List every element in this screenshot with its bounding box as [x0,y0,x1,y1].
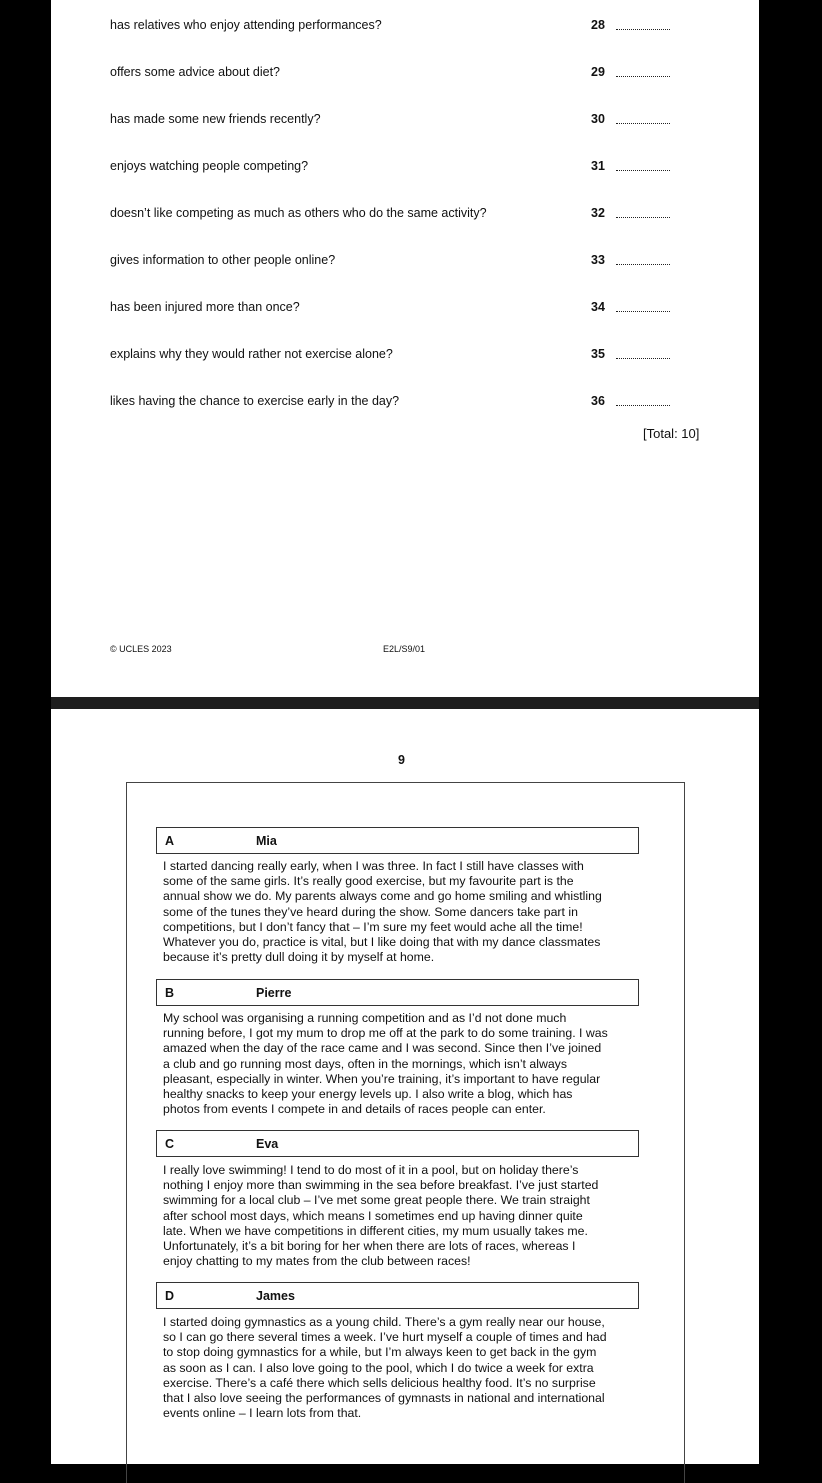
text-header [156,827,639,854]
person-name: James [256,1289,295,1303]
question-number: 34 [591,300,605,314]
question-text: gives information to other people online? [110,253,336,267]
question-row [110,253,720,273]
person-name: Eva [256,1137,279,1151]
text-line: amazed when the day of the race came and I was second. Since then I’ve joined [163,1041,602,1056]
paper-code: E2L/S9/01 [383,644,426,654]
text-line: competitions, but I don’t fancy that – I’m sure my feet would ache all the time! [163,919,583,934]
question-row [110,206,720,226]
page-number: 9 [398,753,405,767]
question-row [110,65,720,85]
text-header [156,979,639,1006]
text-letter: A [165,834,175,848]
question-row [110,300,720,320]
person-name: Mia [256,834,277,848]
text-line: annual show we do. My parents always come and go home smiling and whistling [163,889,602,904]
text-body [163,859,641,965]
question-text: has made some new friends recently? [110,112,321,126]
answer-blank[interactable] [616,217,670,218]
text-line: pleasant, especially in winter. When you’re training, it’s important to have regular [163,1071,601,1086]
question-text: has been injured more than once? [110,300,300,314]
question-number: 33 [591,253,605,267]
question-number: 30 [591,112,605,126]
text-line: My school was organising a running competition and as I’d not done much [163,1011,567,1025]
text-line: I started dancing really early, when I was three. In fact I still have classes with [163,859,584,873]
text-line: swimming for a local club – I’ve met some great people there. We train straight [163,1193,590,1208]
question-text: likes having the chance to exercise early in the day? [110,394,400,408]
question-text: explains why they would rather not exercise alone? [110,347,393,361]
question-row [110,347,720,367]
text-line: to stop doing gymnastics for a while, but I’m always keen to get back in the gym [163,1345,597,1360]
text-line: because it’s pretty dull doing it by myself at home. [163,950,435,965]
question-number: 31 [591,159,605,173]
text-line: nothing I enjoy more than swimming in the sea before breakfast. I’ve just started [163,1178,599,1193]
text-header [156,1130,639,1157]
exam-page-9 [51,709,759,1464]
question-row [110,112,720,132]
page-divider [51,697,759,709]
text-line: healthy snacks to keep your energy levels up. I also write a blog, which has [163,1087,573,1102]
question-text: offers some advice about diet? [110,65,281,79]
question-number: 35 [591,347,605,361]
question-text: has relatives who enjoy attending performances? [110,18,382,32]
answer-blank[interactable] [616,264,670,265]
text-line: so I can go there several times a week. I’ve hurt myself a couple of times and had [163,1330,607,1345]
question-row [110,18,720,38]
text-letter: D [165,1289,175,1303]
text-header [156,1282,639,1309]
question-row [110,159,720,179]
text-line: that I also love seeing the performances of gymnasts in national and international [163,1391,605,1406]
text-letter: C [165,1137,175,1151]
text-line: I really love swimming! I tend to do most of it in a pool, but on holiday there’s [163,1163,579,1177]
exam-page-8 [51,0,759,697]
answer-blank[interactable] [616,123,670,124]
answer-blank[interactable] [616,311,670,312]
text-line: exercise. There’s a café there which sells delicious healthy food. It’s no surprise [163,1375,596,1390]
text-line: after school most days, which means I sometimes end up having dinner quite [163,1208,583,1223]
text-body [163,1315,641,1421]
total-marks: [Total: 10] [643,426,700,441]
text-line: running before, I got my mum to drop me off at the park to do some training. I was [163,1026,608,1041]
question-text: doesn’t like competing as much as others who do the same activity? [110,206,487,220]
answer-blank[interactable] [616,170,670,171]
answer-blank[interactable] [616,405,670,406]
text-line: enjoy chatting to my mates from the club between races! [163,1254,471,1269]
question-row [110,394,720,414]
question-text: enjoys watching people competing? [110,159,309,173]
text-line: as soon as I can. I also love going to the pool, which I do twice a week for extra [163,1360,594,1375]
question-number: 28 [591,18,605,32]
text-body [163,1163,641,1269]
text-body [163,1011,641,1117]
text-line: a club and go running most days, often in the mornings, which isn’t always [163,1056,567,1071]
text-line: events online – I learn lots from that. [163,1406,362,1421]
question-number: 36 [591,394,605,408]
question-number: 29 [591,65,605,79]
text-letter: B [165,986,175,1000]
answer-blank[interactable] [616,76,670,77]
question-number: 32 [591,206,605,220]
copyright-notice: © UCLES 2023 [110,644,172,654]
person-name: Pierre [256,986,292,1000]
text-line: photos from events I compete in and details of races people can enter. [163,1102,546,1117]
text-line: some of the tunes they’ve heard during the show. Some dancers take part in [163,904,578,919]
text-line: some of the same girls. It’s really good exercise, but my favourite part is the [163,874,574,889]
text-line: Unfortunately, it’s a bit boring for her when there are lots of races, whereas I [163,1239,576,1254]
answer-blank[interactable] [616,358,670,359]
answer-blank[interactable] [616,29,670,30]
text-line: I started doing gymnastics as a young child. There’s a gym really near our house, [163,1315,605,1329]
text-line: Whatever you do, practice is vital, but I like doing that with my dance classmates [163,935,601,950]
text-line: late. When we have competitions in different cities, my mum usually takes me. [163,1223,588,1238]
